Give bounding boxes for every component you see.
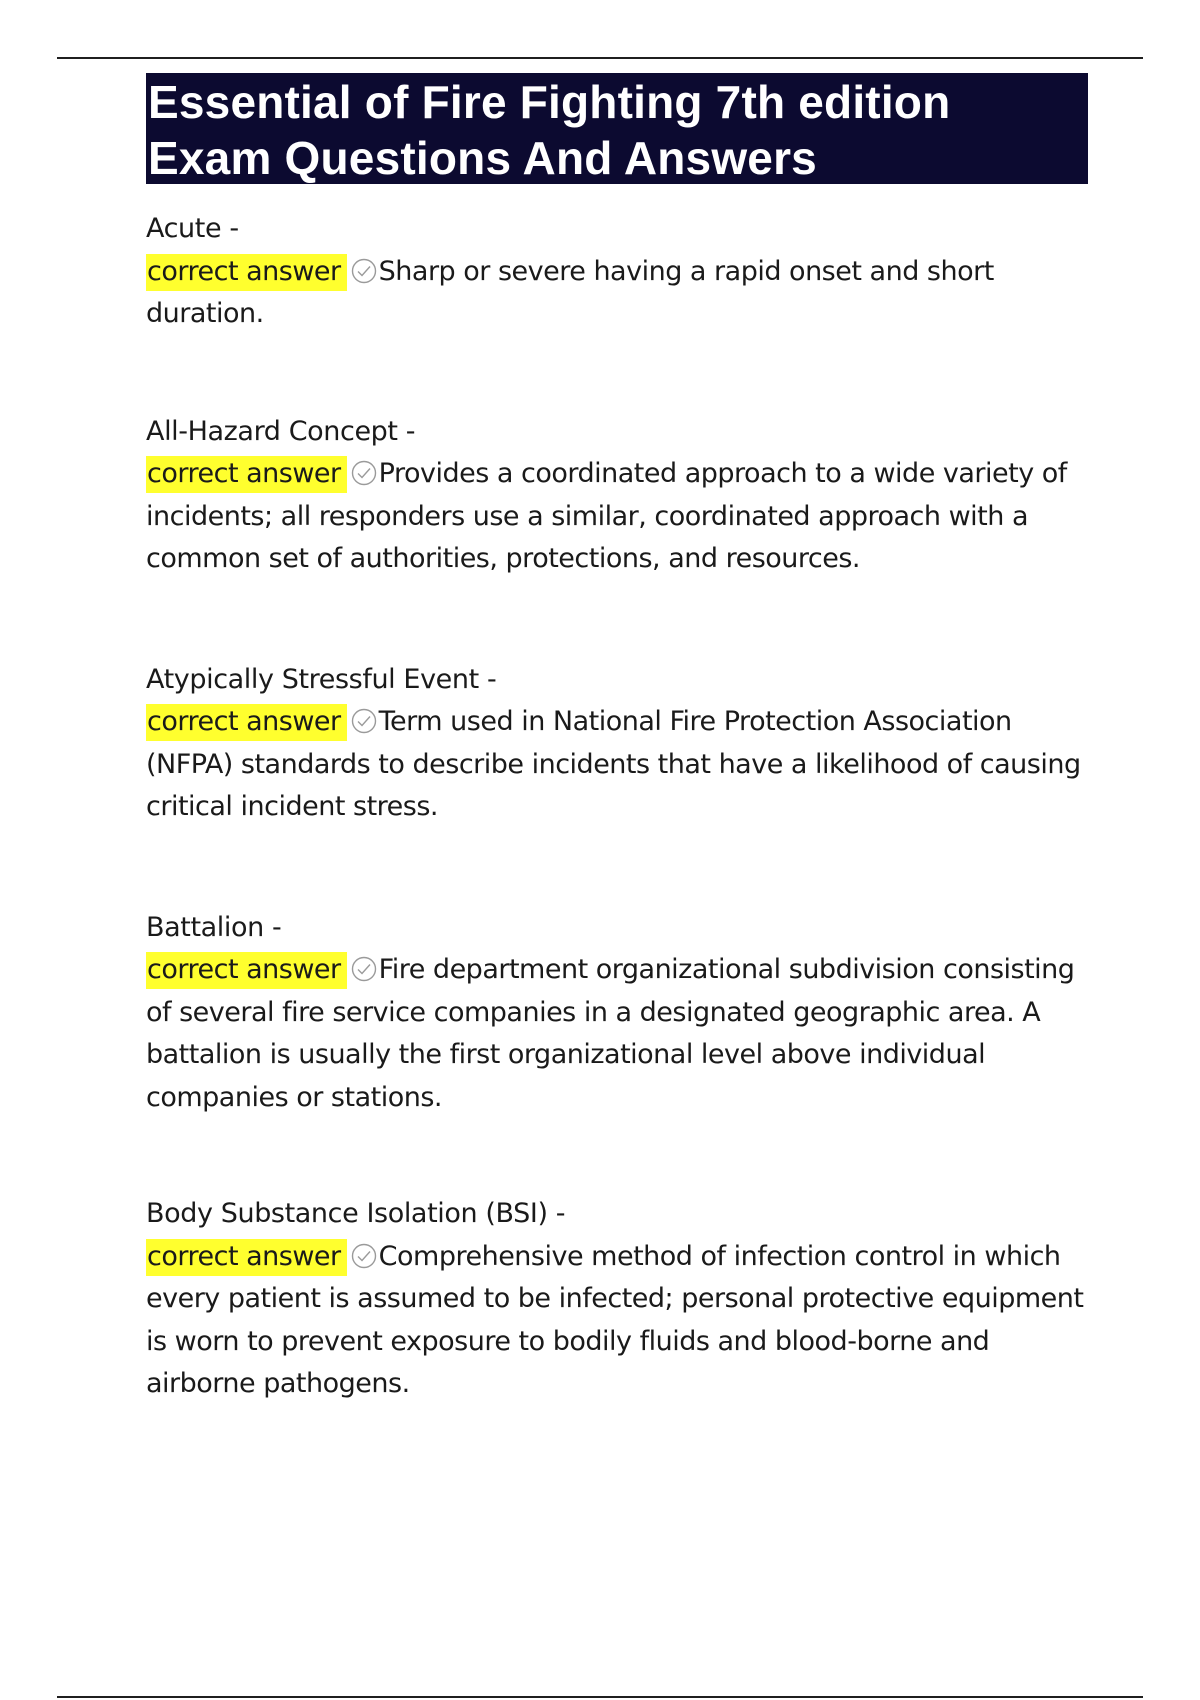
answer	[146, 251, 1096, 336]
definition: Comprehensive method of infection control in which every patient is assumed to be infected; personal protective equipment is worn to prevent exposure to bodily fluids and blood-borne and airborne pathogens.	[146, 1240, 1084, 1399]
qa-entry	[146, 411, 1096, 581]
term: All-Hazard Concept -	[146, 415, 416, 447]
definition: Term used in National Fire Protection Association (NFPA) standards to describe incidents that have a likelihood of causing critical incident stress.	[146, 706, 1081, 822]
qa-entry	[146, 659, 1096, 829]
check-circle-icon	[350, 257, 378, 285]
definition: Sharp or severe having a rapid onset and short duration.	[146, 255, 994, 329]
qa-entry	[146, 1193, 1096, 1406]
qa-list	[146, 208, 1096, 1406]
correct-answer-label: correct answer	[146, 456, 347, 493]
correct-answer-label: correct answer	[146, 704, 347, 741]
term: Body Substance Isolation (BSI) -	[146, 1198, 566, 1229]
correct-answer-label: correct answer	[146, 254, 347, 291]
top-rule	[57, 57, 1143, 59]
answer	[146, 949, 1096, 1119]
answer	[146, 453, 1096, 581]
definition: Provides a coordinated approach to a wide variety of incidents; all responders use a similar, coordinated approach with a common set of authorities, protections, and resources.	[146, 458, 1067, 574]
correct-answer-label: correct answer	[146, 1239, 347, 1276]
title-line-2: Exam Questions And Answers	[148, 132, 817, 184]
check-circle-icon	[350, 955, 378, 983]
term: Battalion -	[146, 911, 282, 943]
bottom-rule	[57, 1696, 1143, 1698]
qa-entry	[146, 907, 1096, 1120]
check-circle-icon	[350, 1242, 378, 1270]
term: Acute -	[146, 213, 239, 244]
definition: Fire department organizational subdivision consisting of several fire service companies in a designated geographic area. A battalion is usually the first organizational level above individual companies or stations.	[146, 954, 1075, 1113]
check-circle-icon	[350, 459, 378, 487]
correct-answer-label: correct answer	[146, 952, 347, 989]
title-line-1: Essential of Fire Fighting 7th edition	[148, 76, 951, 128]
term: Atypically Stressful Event -	[146, 663, 497, 695]
answer	[146, 701, 1096, 829]
answer	[146, 1236, 1096, 1406]
document-title	[146, 73, 1088, 184]
check-circle-icon	[350, 707, 378, 735]
qa-entry	[146, 208, 1096, 336]
